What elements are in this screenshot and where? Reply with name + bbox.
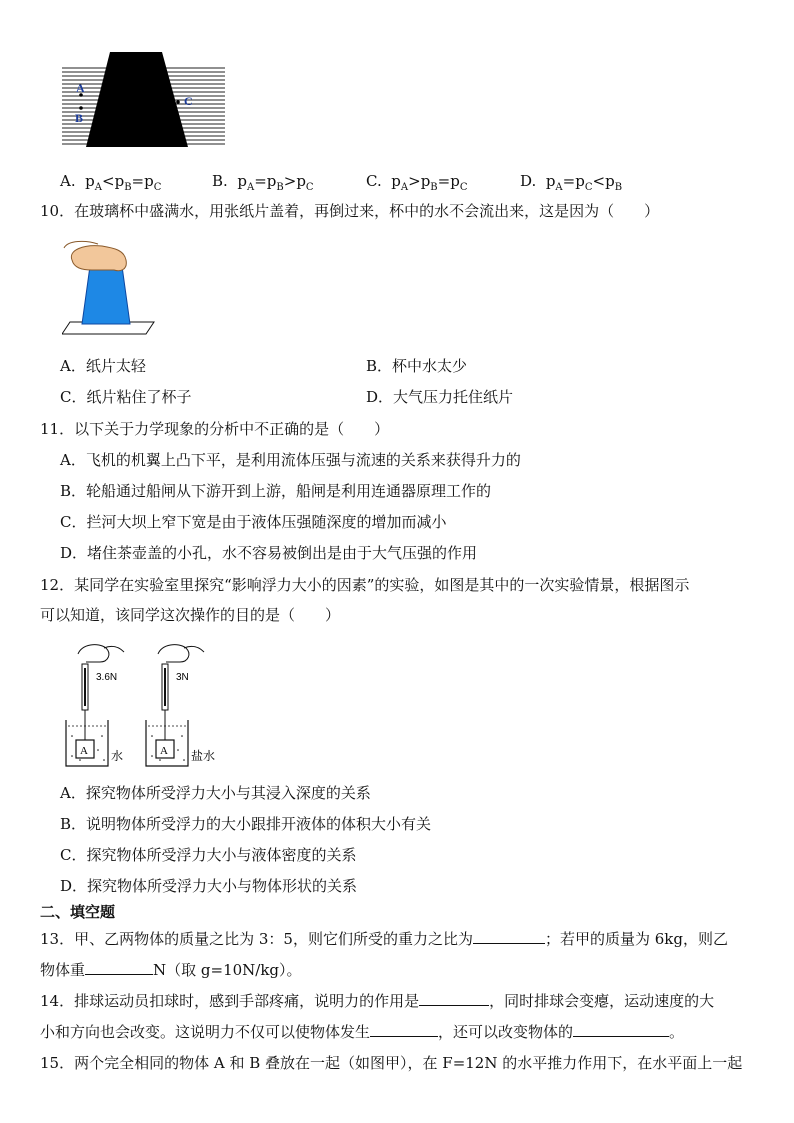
q9-option-c[interactable]: C. $p_A>p_B=p_C$	[366, 172, 468, 193]
q10-option-c[interactable]: C．纸片粘住了杯子	[60, 388, 192, 406]
point-b-label: B	[75, 111, 84, 125]
left-liquid-label: 水	[111, 749, 124, 763]
q13-line1: 13．甲、乙两物体的质量之比为 3：5，则它们所受的重力之比为 ；若甲的质量为 6kg，则乙	[40, 930, 728, 948]
q14-line1: 14．排球运动员扣球时，感到手部疼痛，说明力的作用是 ，同时排球会变瘪，运动速度的大	[40, 992, 715, 1010]
q11-option-b[interactable]: B．轮船通过船闸从下游开到上游，船闸是利用连通器原理工作的	[60, 482, 492, 500]
right-liquid-label: 盐水	[191, 749, 216, 763]
inverted-cup-figure	[62, 240, 162, 335]
q10-option-a[interactable]: A．纸片太轻	[60, 357, 146, 375]
q10-option-b[interactable]: B．杯中水太少	[366, 357, 468, 375]
q13-blank-1[interactable]	[473, 929, 545, 944]
q9-option-d[interactable]: D. $p_A=p_C<p_B$	[520, 172, 623, 193]
q13-blank-2[interactable]	[85, 960, 153, 975]
q11-option-c[interactable]: C．拦河大坝上窄下宽是由于液体压强随深度的增加而减小	[60, 513, 447, 531]
q14-blank-3[interactable]	[573, 1022, 669, 1037]
q11-option-a[interactable]: A．飞机的机翼上凸下平，是利用流体压强与流速的关系来获得升力的	[60, 451, 521, 469]
left-block-label: A	[80, 745, 88, 757]
q9-option-b[interactable]: B. $p_A=p_B>p_C$	[212, 172, 314, 193]
q10-stem: 10．在玻璃杯中盛满水，用张纸片盖着，再倒过来，杯中的水不会流出来，这是因为（ ）	[40, 202, 660, 220]
q12-stem-line1: 12．某同学在实验室里探究“影响浮力大小的因素”的实验，如图是其中的一次实验情景，根据图示	[40, 576, 690, 594]
dam-figure	[60, 50, 230, 150]
q9-option-a[interactable]: A. $p_A<p_B=p_C$	[60, 172, 162, 193]
q12-option-c[interactable]: C．探究物体所受浮力大小与液体密度的关系	[60, 846, 357, 864]
q14-blank-1[interactable]	[419, 991, 489, 1006]
buoyancy-figure	[58, 640, 248, 770]
point-a-label: A	[76, 81, 85, 95]
q10-option-d[interactable]: D．大气压力托住纸片	[366, 388, 514, 406]
q15-line1: 15．两个完全相同的物体 A 和 B 叠放在一起（如图甲），在 F=12N 的水平推力作用下，在水平面上一起	[40, 1054, 743, 1072]
q12-option-a[interactable]: A．探究物体所受浮力大小与其浸入深度的关系	[60, 784, 371, 802]
right-block-label: A	[160, 745, 168, 757]
dam-shape	[86, 52, 188, 147]
q12-option-b[interactable]: B．说明物体所受浮力的大小跟排开液体的体积大小有关	[60, 815, 432, 833]
q14-line2: 小和方向也会改变。这说明力不仅可以使物体发生 ，还可以改变物体的 。	[40, 1023, 685, 1041]
section-title: 二、填空题	[40, 903, 116, 921]
q13-line2: 物体重 N（取 g=10N/kg）。	[40, 961, 302, 979]
q14-blank-2[interactable]	[370, 1022, 438, 1037]
right-reading: 3N	[176, 672, 189, 683]
q12-option-d[interactable]: D．探究物体所受浮力大小与物体形状的关系	[60, 877, 358, 895]
left-reading: 3.6N	[96, 672, 118, 683]
q11-stem: 11．以下关于力学现象的分析中不正确的是（ ）	[40, 420, 390, 438]
q11-option-d[interactable]: D．堵住茶壶盖的小孔，水不容易被倒出是由于大气压强的作用	[60, 544, 478, 562]
point-c-label: C	[184, 94, 193, 108]
q12-stem-line2: 可以知道，该同学这次操作的目的是（ ）	[40, 606, 341, 624]
